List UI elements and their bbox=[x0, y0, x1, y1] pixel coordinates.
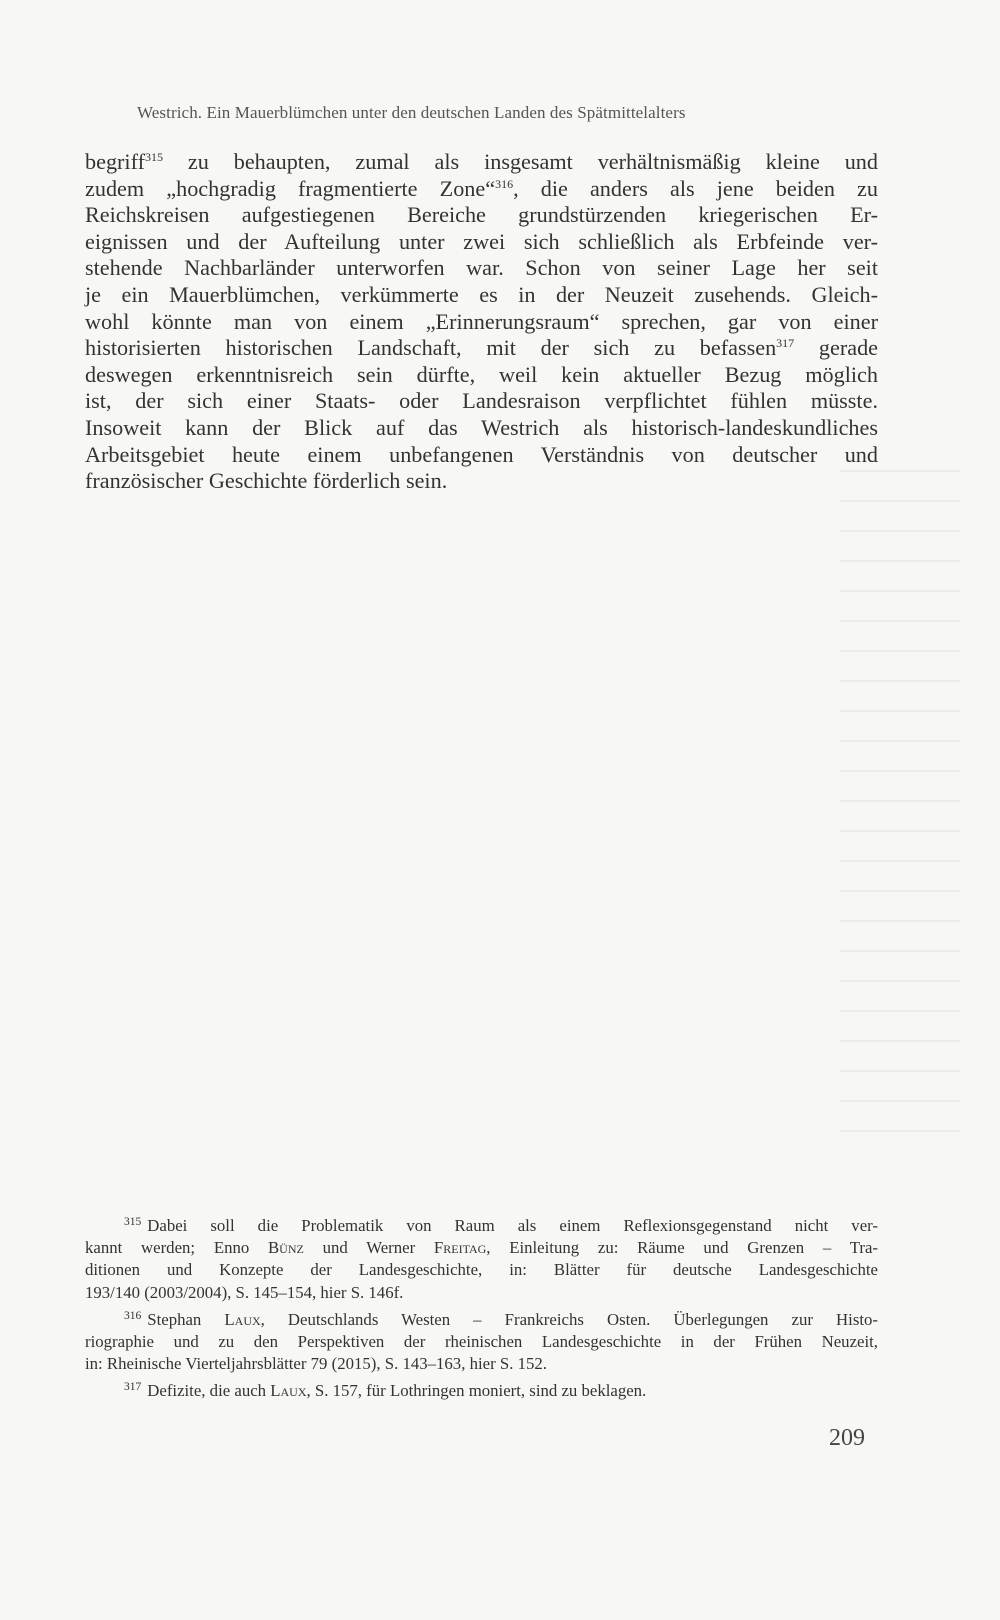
author-surname: Laux bbox=[270, 1381, 307, 1401]
body-line: Insoweit kann der Blick auf das Westrich als historisch-landeskundliches bbox=[85, 414, 878, 440]
body-line: französischer Geschichte förderlich sein. bbox=[85, 468, 448, 494]
footnote-line: $^{315}$ Dabei soll die Problematik von Raum als einem Reflexionsgegenstand nicht ver- bbox=[124, 1216, 878, 1235]
footnote-line: $^{316}$ Stephan Laux, Deutschlands Westen – Frankreichs Osten. Überlegungen zur Histo- bbox=[124, 1309, 878, 1329]
footnote-316 bbox=[85, 1309, 878, 1376]
footnote-number: 317 bbox=[124, 1381, 142, 1394]
body-line: Reichskreisen aufgestiegenen Bereiche grundstürzenden kriegerischen Er- bbox=[85, 202, 878, 228]
body-line: eignissen und der Aufteilung unter zwei sich schließlich als Erbfeinde ver- bbox=[85, 228, 878, 254]
body-line: deswegen erkenntnisreich sein dürfte, weil kein aktueller Bezug möglich bbox=[85, 361, 878, 387]
footnote-line: $^{317}$ Defizite, die auch Laux, S. 157, für Lothringen moniert, sind zu beklagen. bbox=[124, 1381, 647, 1401]
author-surname: Laux bbox=[224, 1309, 261, 1329]
body-line: ist, der sich einer Staats- oder Landesraison verpflichtet fühlen müsste. bbox=[85, 388, 878, 414]
author-surname: Bünz bbox=[267, 1238, 304, 1258]
running-header: Westrich. Ein Mauerblümchen unter den deutschen Landen des Spätmittelalters bbox=[137, 103, 686, 122]
footnote-317 bbox=[85, 1380, 878, 1402]
body-line: historisierten historischen Landschaft, mit der sich zu befassen$^{317}$ gerade bbox=[85, 335, 879, 361]
main-paragraph bbox=[85, 149, 878, 495]
body-line: Arbeitsgebiet heute einem unbefangenen Verständnis von deutscher und bbox=[85, 441, 878, 467]
footnote-number: 315 bbox=[124, 1216, 142, 1228]
body-line: begriff$^{315}$ zu behaupten, zumal als insgesamt verhältnismäßig kleine und bbox=[85, 149, 878, 174]
footnote-line: ditionen und Konzepte der Landesgeschichte, in: Blätter für deutsche Landesgeschichte bbox=[85, 1260, 878, 1280]
body-line: zudem „hochgradig fragmentierte Zone“$^{316}$, die anders als jene beiden zu bbox=[85, 175, 878, 201]
footnote-ref-316[interactable]: 316 bbox=[495, 176, 514, 191]
footnotes-section bbox=[85, 1215, 878, 1408]
footnote-number: 316 bbox=[124, 1309, 142, 1322]
footnote-line: kannt werden; Enno Bünz und Werner Freitag, Einleitung zu: Räume und Grenzen – Tra- bbox=[85, 1238, 878, 1258]
footnote-ref-315[interactable]: 315 bbox=[144, 150, 163, 164]
page-number: 209 bbox=[829, 1425, 865, 1451]
footnote-315 bbox=[85, 1215, 878, 1304]
footnote-line: in: Rheinische Vierteljahrsblätter 79 (2015), S. 143–163, hier S. 152. bbox=[85, 1354, 547, 1374]
footnote-ref-317[interactable]: 317 bbox=[776, 336, 795, 351]
footnote-line: 193/140 (2003/2004), S. 145–154, hier S. 146f. bbox=[85, 1282, 404, 1302]
author-surname: Freitag bbox=[433, 1238, 487, 1258]
footnote-line: riographie und zu den Perspektiven der rheinischen Landesgeschichte in der Frühen Neuzeit, bbox=[85, 1332, 878, 1352]
body-line: stehende Nachbarländer unterworfen war. Schon von seiner Lage her seit bbox=[85, 255, 878, 281]
body-line: wohl könnte man von einem „Erinnerungsraum“ sprechen, gar von einer bbox=[85, 308, 878, 334]
body-line: je ein Mauerblümchen, verkümmerte es in der Neuzeit zusehends. Gleich- bbox=[85, 281, 878, 307]
show-through-texture bbox=[840, 470, 960, 1150]
